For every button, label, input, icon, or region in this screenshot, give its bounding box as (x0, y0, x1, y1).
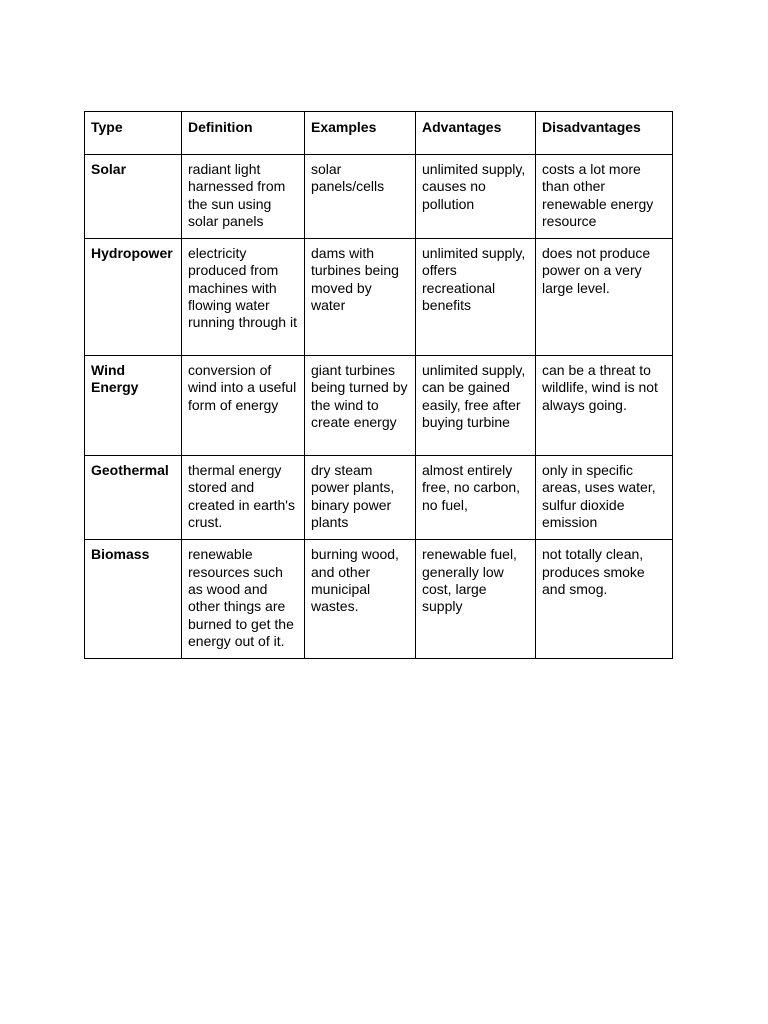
examples-cell: dry steam power plants, binary power plants (305, 456, 416, 540)
table-row (85, 356, 673, 456)
disadvantages-cell: does not produce power on a very large level. (536, 239, 673, 356)
advantages-cell: almost entirely free, no carbon, no fuel, (416, 456, 536, 540)
advantages-cell: unlimited supply, causes no pollution (416, 155, 536, 239)
type-cell: Geothermal (85, 456, 182, 540)
definition-cell: thermal energy stored and created in earth's crust. (182, 456, 305, 540)
examples-cell: giant turbines being turned by the wind to create energy (305, 356, 416, 456)
advantages-cell: unlimited supply, offers recreational benefits (416, 239, 536, 356)
disadvantages-cell: only in specific areas, uses water, sulfur dioxide emission (536, 456, 673, 540)
definition-cell: electricity produced from machines with flowing water running through it (182, 239, 305, 356)
type-cell: Biomass (85, 540, 182, 659)
examples-cell: dams with turbines being moved by water (305, 239, 416, 356)
advantages-cell: unlimited supply, can be gained easily, free after buying turbine (416, 356, 536, 456)
table-row (85, 540, 673, 659)
disadvantages-cell: not totally clean, produces smoke and smog. (536, 540, 673, 659)
table-row (85, 456, 673, 540)
type-cell: Wind Energy (85, 356, 182, 456)
type-cell: Solar (85, 155, 182, 239)
definition-cell: conversion of wind into a useful form of energy (182, 356, 305, 456)
disadvantages-cell: costs a lot more than other renewable energy resource (536, 155, 673, 239)
header-advantages: Advantages (416, 112, 536, 155)
header-disadvantages: Disadvantages (536, 112, 673, 155)
table-row (85, 239, 673, 356)
table-header-row (85, 112, 673, 155)
energy-comparison-table (84, 111, 673, 659)
header-definition: Definition (182, 112, 305, 155)
header-examples: Examples (305, 112, 416, 155)
examples-cell: solar panels/cells (305, 155, 416, 239)
definition-cell: renewable resources such as wood and other things are burned to get the energy out of it. (182, 540, 305, 659)
advantages-cell: renewable fuel, generally low cost, large supply (416, 540, 536, 659)
definition-cell: radiant light harnessed from the sun using solar panels (182, 155, 305, 239)
header-type: Type (85, 112, 182, 155)
examples-cell: burning wood, and other municipal wastes. (305, 540, 416, 659)
disadvantages-cell: can be a threat to wildlife, wind is not always going. (536, 356, 673, 456)
type-cell: Hydropower (85, 239, 182, 356)
table-row (85, 155, 673, 239)
